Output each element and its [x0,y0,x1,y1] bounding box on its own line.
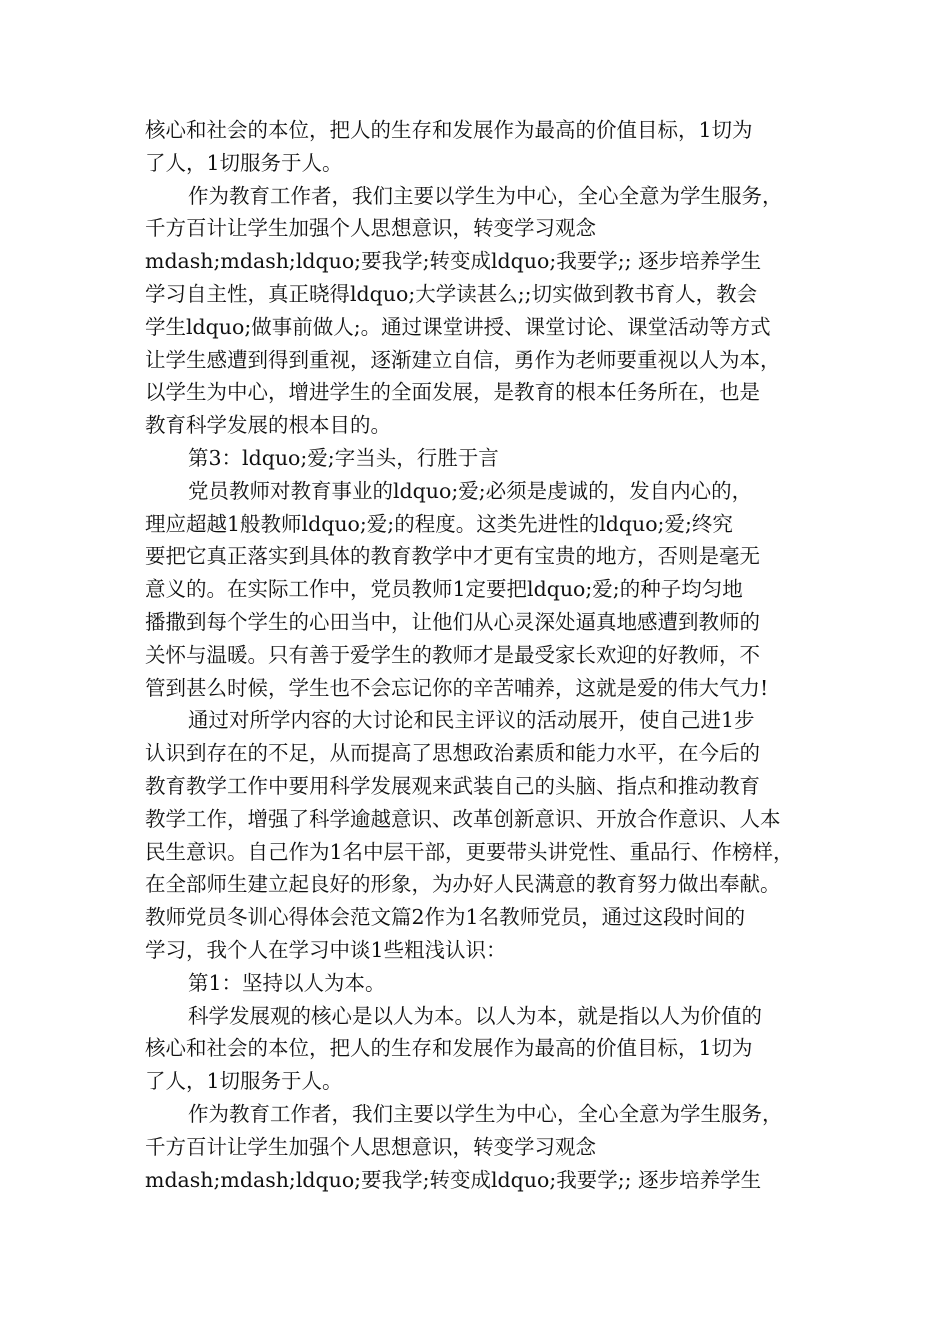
text-line: 党员教师对教育事业的ldquo;爱;必须是虔诚的，发自内心的， [188,478,753,503]
text-line: 学习自主性，真正晓得ldquo;大学读甚么;;切实做到教书育人，教会 [145,281,758,306]
text-line: 千方百计让学生加强个人思想意识，转变学习观念 [145,216,596,241]
text-line: 要把它真正落实到具体的教育教学中才更有宝贵的地方，否则是毫无 [145,544,760,569]
text-line: 让学生感遭到得到重视，逐渐建立自信，勇作为老师要重视以人为本， [145,347,781,372]
text-line: 第1：坚持以人为本。 [188,970,386,995]
text-line: 了人，1切服务于人。 [145,150,343,175]
text-line: 播撒到每个学生的心田当中，让他们从心灵深处逼真地感遭到教师的 [145,609,760,634]
text-line: 意义的。在实际工作中，党员教师1定要把ldquo;爱;的种子均匀地 [145,577,743,602]
text-line: 关怀与温暖。只有善于爱学生的教师才是最受家长欢迎的好教师，不 [145,642,760,667]
text-line: 认识到存在的不足，从而提高了思想政治素质和能力水平，在今后的 [145,741,760,766]
text-line: 作为教育工作者，我们主要以学生为中心，全心全意为学生服务， [188,183,783,208]
text-line: 管到甚么时候，学生也不会忘记你的辛苦哺养，这就是爱的伟大气力! [145,675,769,700]
text-line: 教师党员冬训心得体会范文篇2作为1名教师党员，通过这段时间的 [145,905,746,930]
text-line: 在全部师生建立起良好的形象，为办好人民满意的教育努力做出奉献。 [145,872,781,897]
text-line: 学习，我个人在学习中谈1些粗浅认识： [145,937,507,962]
text-line: 核心和社会的本位，把人的生存和发展作为最高的价值目标，1切为 [145,118,753,142]
text-line: 作为教育工作者，我们主要以学生为中心，全心全意为学生服务， [188,1101,783,1126]
text-line: 理应超越1般教师ldquo;爱;的程度。这类先进性的ldquo;爱;终究 [145,511,733,536]
text-line: 民生意识。自己作为1名中层干部，更要带头讲党性、重品行、作榜样， [145,839,794,864]
text-line: 科学发展观的核心是以人为本。以人为本，就是指以人为价值的 [188,1003,762,1028]
text-line: 以学生为中心，增进学生的全面发展，是教育的根本任务所在，也是 [145,380,760,405]
text-line: mdash;mdash;ldquo;要我学;转变成ldquo;我要学;; 逐步培养学生 [145,249,762,274]
text-line: 教育科学发展的根本目的。 [145,413,391,438]
document-body [145,114,835,1196]
text-line: 核心和社会的本位，把人的生存和发展作为最高的价值目标，1切为 [145,1036,753,1061]
text-line: 教育教学工作中要用科学发展观来武装自己的头脑、指点和推动教育 [145,773,760,798]
text-line: 千方百计让学生加强个人思想意识，转变学习观念 [145,1134,596,1159]
text-line: 了人，1切服务于人。 [145,1069,343,1094]
text-line: 通过对所学内容的大讨论和民主评议的活动展开，使自己进1步 [188,708,755,733]
text-line: 教学工作，增强了科学逾越意识、改革创新意识、开放合作意识、人本 [145,806,781,831]
text-line: 学生ldquo;做事前做人;。通过课堂讲授、课堂讨论、课堂活动等方式 [145,314,771,339]
text-line: mdash;mdash;ldquo;要我学;转变成ldquo;我要学;; 逐步培养学生 [145,1167,762,1192]
text-line: 第3：ldquo;爱;字当头，行胜于言 [188,445,499,470]
